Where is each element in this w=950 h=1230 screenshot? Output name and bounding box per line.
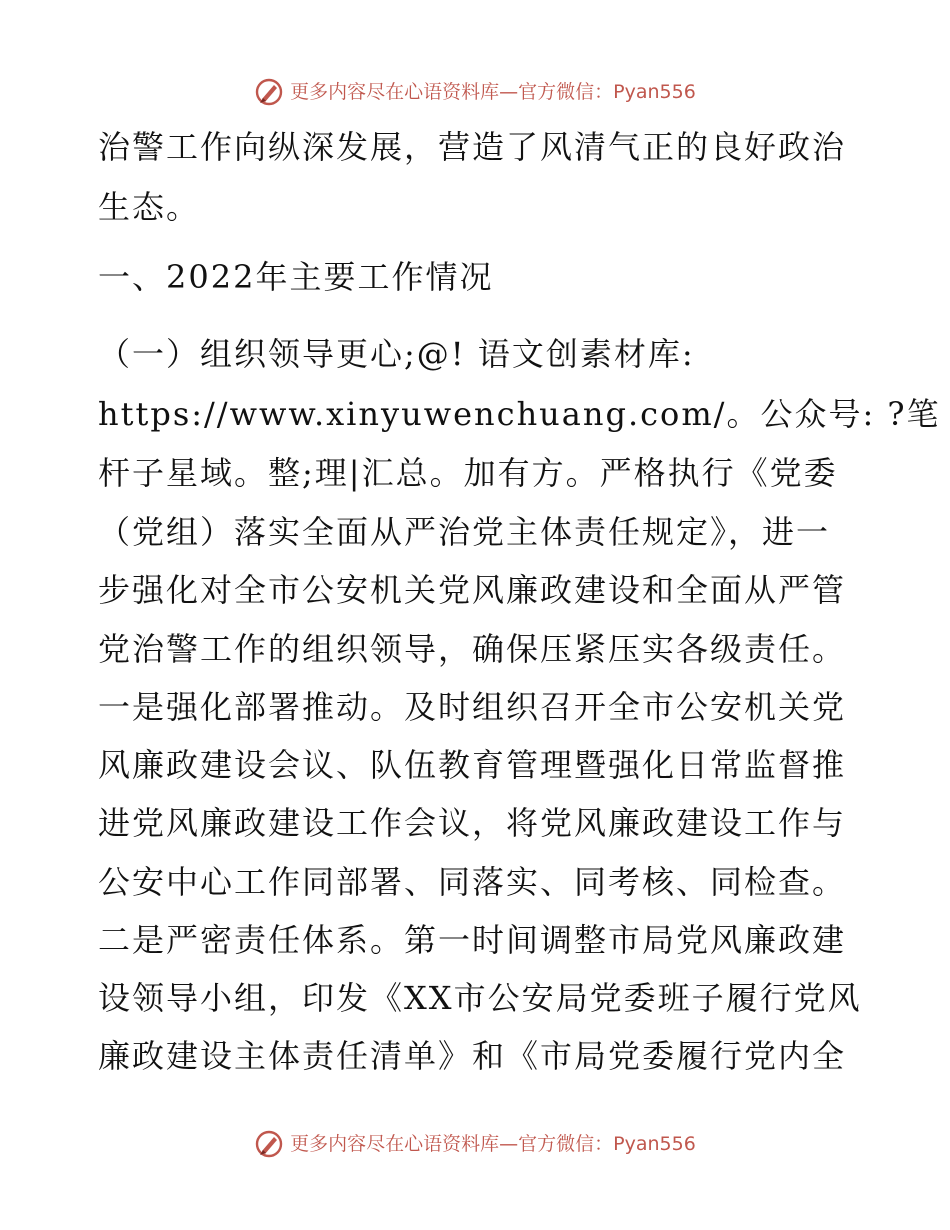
text-line: 杆子星域。整;理|汇总。加有方。严格执行《党委	[98, 454, 838, 492]
section-heading: 一、2022年主要工作情况	[98, 258, 494, 296]
text-line: 公安中心工作同部署、同落实、同考核、同检查。	[98, 863, 847, 901]
header-watermark	[0, 77, 950, 107]
pen-logo-icon	[254, 1129, 284, 1159]
text-line: 党治警工作的组织领导，确保压紧压实各级责任。	[98, 630, 847, 668]
text-line: （党组）落实全面从严治党主体责任规定》，进一	[98, 513, 831, 551]
footer-watermark	[0, 1129, 950, 1159]
text-line: 步强化对全市公安机关党风廉政建设和全面从严管	[98, 571, 847, 609]
watermark-contact: Pyan556	[613, 1133, 696, 1155]
text-line: 进党风廉政建设工作会议，将党风廉政建设工作与	[98, 804, 847, 842]
text-line: 设领导小组，印发《XX市公安局党委班子履行党风	[98, 979, 862, 1017]
watermark-text: 更多内容尽在心语资料库—官方微信：	[290, 1133, 614, 1155]
text-line: 二是严密责任体系。第一时间调整市局党风廉政建	[98, 921, 847, 959]
watermark-text: 更多内容尽在心语资料库—官方微信：	[290, 81, 614, 103]
watermark-contact: Pyan556	[613, 81, 696, 103]
text-line: 生态。	[98, 188, 201, 226]
text-line: 廉政建设主体责任清单》和《市局党委履行党内全	[98, 1037, 847, 1075]
text-line: 风廉政建设会议、队伍教育管理暨强化日常监督推	[98, 746, 847, 784]
text-line: 一是强化部署推动。及时组织召开全市公安机关党	[98, 688, 847, 726]
text-line: https://www.xinyuwenchuang.com/。公众号: ?笔	[98, 395, 941, 433]
subsection-heading: （一）组织领导更心;@! 语文创素材库:	[98, 335, 695, 373]
text-line: 治警工作向纵深发展，营造了风清气正的良好政治	[98, 128, 847, 166]
pen-logo-icon	[254, 77, 284, 107]
